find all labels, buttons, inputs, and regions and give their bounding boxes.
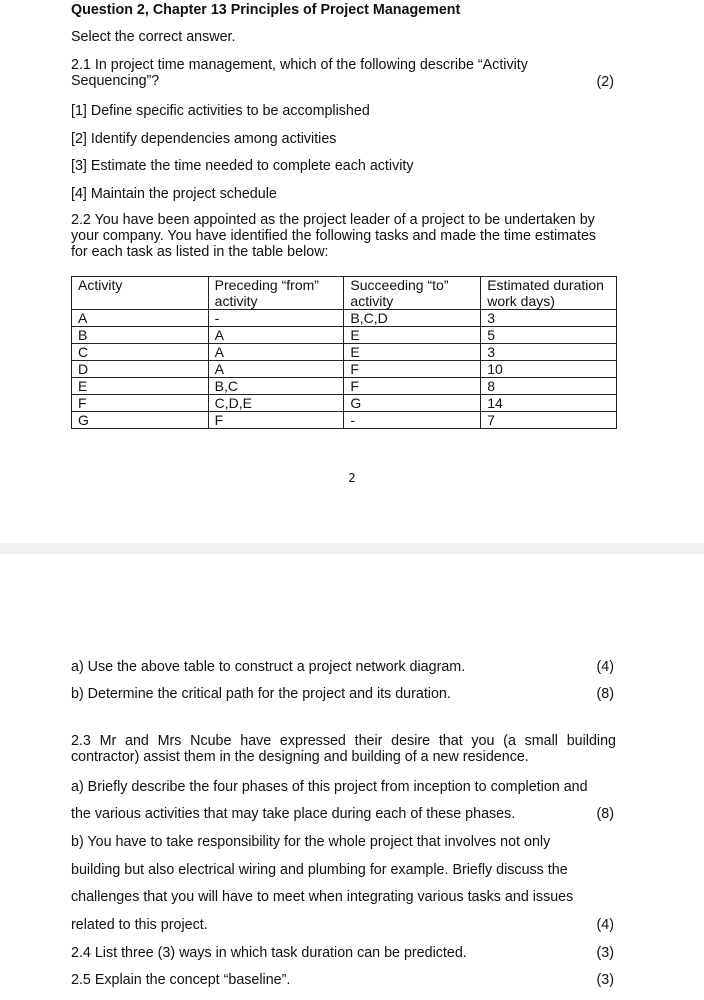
cell-duration: 10 bbox=[481, 361, 617, 378]
cell-preceding: A bbox=[208, 327, 344, 344]
item-2-2b-text: b) Determine the critical path for the project and its duration. bbox=[71, 686, 451, 702]
cell-preceding: F bbox=[208, 412, 344, 429]
document-page-2 bbox=[0, 554, 704, 1000]
cell-activity: B bbox=[72, 327, 209, 344]
item-2-3a-line-2: the various activities that may take place during each of these phases. bbox=[71, 806, 516, 822]
question-2-5-marks: (3) bbox=[596, 972, 614, 988]
cell-succeeding: - bbox=[344, 412, 481, 429]
column-header-activity: Activity bbox=[72, 277, 209, 310]
option-4: [4] Maintain the project schedule bbox=[71, 186, 277, 202]
table-row bbox=[72, 310, 617, 327]
question-2-4-marks: (3) bbox=[596, 945, 614, 961]
item-2-2a-text: a) Use the above table to construct a project network diagram. bbox=[71, 659, 466, 675]
cell-succeeding: G bbox=[344, 395, 481, 412]
item-2-3b-marks: (4) bbox=[596, 917, 614, 933]
option-2: [2] Identify dependencies among activities bbox=[71, 131, 337, 147]
item-2-3b-line-1: b) You have to take responsibility for the whole project that involves not only bbox=[71, 834, 551, 850]
cell-duration: 14 bbox=[481, 395, 617, 412]
cell-succeeding: E bbox=[344, 327, 481, 344]
table-row bbox=[72, 361, 617, 378]
option-3: [3] Estimate the time needed to complete each activity bbox=[71, 158, 414, 174]
page-separator bbox=[0, 543, 704, 554]
page-number: 2 bbox=[348, 471, 356, 485]
cell-duration: 3 bbox=[481, 344, 617, 361]
cell-preceding: A bbox=[208, 361, 344, 378]
column-header-duration: Estimated duration work days) bbox=[481, 277, 617, 310]
cell-activity: C bbox=[72, 344, 209, 361]
table-row bbox=[72, 327, 617, 344]
cell-preceding: - bbox=[208, 310, 344, 327]
cell-activity: F bbox=[72, 395, 209, 412]
cell-succeeding: F bbox=[344, 378, 481, 395]
table-row bbox=[72, 344, 617, 361]
column-header-preceding: Preceding “from” activity bbox=[208, 277, 344, 310]
cell-duration: 3 bbox=[481, 310, 617, 327]
item-2-2a-marks: (4) bbox=[596, 659, 614, 675]
column-header-succeeding: Succeeding “to” activity bbox=[344, 277, 481, 310]
question-heading: Question 2, Chapter 13 Principles of Project Management bbox=[71, 2, 461, 18]
item-2-3b-line-4: related to this project. bbox=[71, 917, 208, 933]
question-2-2-text: 2.2 You have been appointed as the project leader of a project to be undertaken by your company. You have identified the following tasks and made the time estimates for each task as listed in the table below: bbox=[71, 212, 597, 260]
question-2-5-text: 2.5 Explain the concept “baseline”. bbox=[71, 972, 291, 988]
question-2-4-text: 2.4 List three (3) ways in which task duration can be predicted. bbox=[71, 945, 467, 961]
cell-succeeding: E bbox=[344, 344, 481, 361]
option-1: [1] Define specific activities to be accomplished bbox=[71, 103, 370, 119]
item-2-3a-marks: (8) bbox=[596, 806, 614, 822]
cell-duration: 5 bbox=[481, 327, 617, 344]
item-2-3a-line-1: a) Briefly describe the four phases of this project from inception to completion and bbox=[71, 779, 588, 795]
item-2-3b-line-2: building but also electrical wiring and plumbing for example. Briefly discuss the bbox=[71, 862, 568, 878]
cell-succeeding: F bbox=[344, 361, 481, 378]
table-row bbox=[72, 378, 617, 395]
cell-duration: 7 bbox=[481, 412, 617, 429]
cell-duration: 8 bbox=[481, 378, 617, 395]
cell-activity: E bbox=[72, 378, 209, 395]
activity-table bbox=[71, 276, 617, 429]
table-row bbox=[72, 412, 617, 429]
item-2-2b-marks: (8) bbox=[596, 686, 614, 702]
cell-preceding: A bbox=[208, 344, 344, 361]
cell-preceding: B,C bbox=[208, 378, 344, 395]
cell-activity: D bbox=[72, 361, 209, 378]
cell-activity: G bbox=[72, 412, 209, 429]
question-2-1-marks: (2) bbox=[596, 74, 614, 90]
cell-preceding: C,D,E bbox=[208, 395, 344, 412]
instruction-text: Select the correct answer. bbox=[71, 29, 236, 45]
question-2-1-text: 2.1 In project time management, which of the following describe “Activity Sequencing”? bbox=[71, 57, 528, 89]
cell-succeeding: B,C,D bbox=[344, 310, 481, 327]
table-row bbox=[72, 395, 617, 412]
item-2-3b-line-3: challenges that you will have to meet when integrating various tasks and issues bbox=[71, 889, 574, 905]
table-header-row bbox=[72, 277, 617, 310]
cell-activity: A bbox=[72, 310, 209, 327]
question-2-3-text: 2.3 Mr and Mrs Ncube have expressed their desire that you (a small building contractor) assist them in the designing and building of a new residence. bbox=[71, 733, 616, 765]
